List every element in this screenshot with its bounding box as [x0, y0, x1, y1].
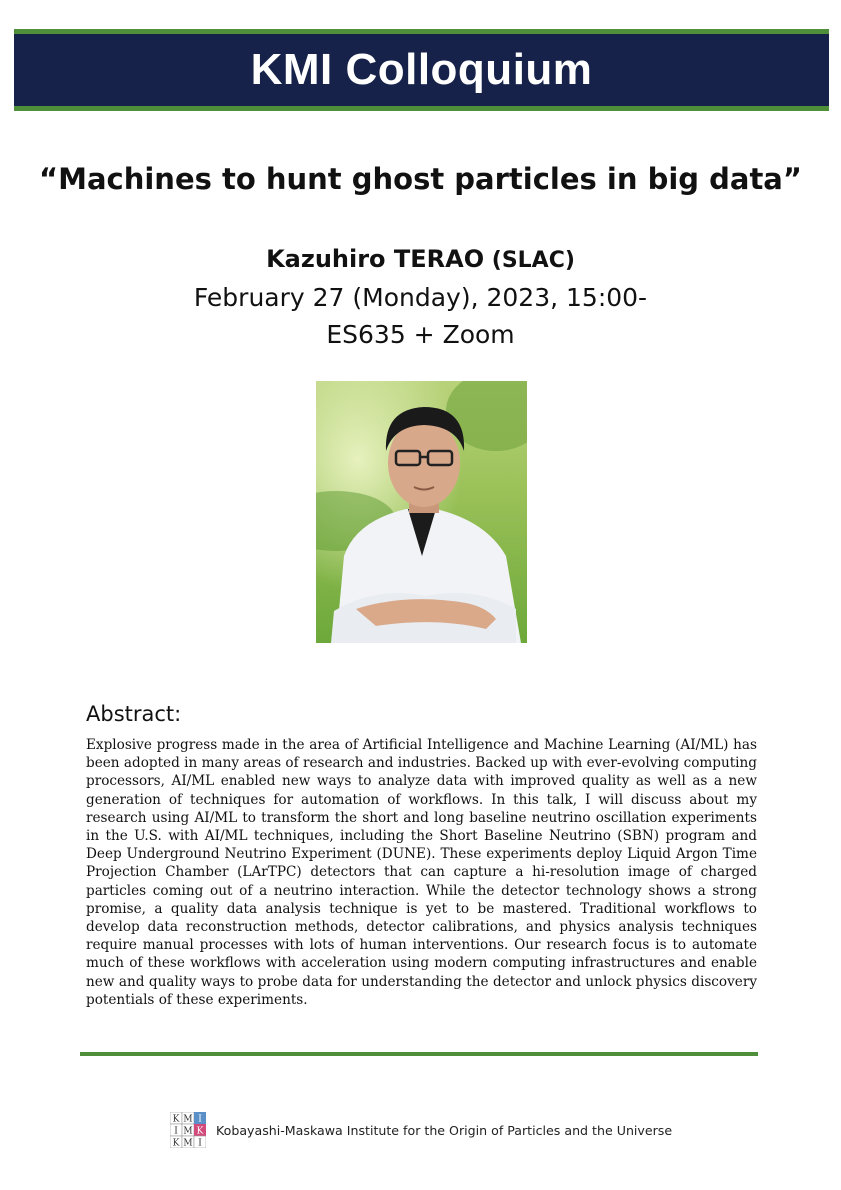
logo-letter: M [183, 1126, 193, 1137]
banner-bottom-stripe [14, 106, 829, 111]
logo-letter: M [183, 1138, 193, 1148]
logo-letter: I [174, 1126, 178, 1137]
logo-letter: M [183, 1114, 193, 1125]
venue: ES635 + Zoom [326, 320, 515, 349]
logo-letter: I [198, 1138, 202, 1148]
talk-title: “Machines to hunt ghost particles in big data” [39, 162, 802, 196]
speaker-photo [316, 381, 527, 643]
speaker-line [0, 245, 841, 273]
banner-title: KMI Colloquium [250, 45, 593, 94]
logo-letter: K [196, 1126, 204, 1137]
logo-letter: K [172, 1114, 180, 1125]
kmi-logo [170, 1112, 206, 1148]
speaker-name: Kazuhiro TERAO [266, 245, 485, 273]
header-banner [14, 34, 829, 106]
date-time: February 27 (Monday), 2023, 15:00- [193, 283, 648, 312]
abstract-body: Explosive progress made in the area of Artificial Intelligence and Machine Learning (AI/ML) has been adopted in many areas of research and industries. Backed up with ever-evolving computing processors, AI/ML enabled new ways to analyze data with improved quality as well as a new generation of techniques for automation of workflows. In this talk, I will discuss about my research using AI/ML to transform the short and long baseline neutrino oscillation experiments in the U.S. with AI/ML techniques, including the Short Baseline Neutrino (SBN) program and Deep Underground Neutrino Experiment (DUNE). These experiments deploy Liquid Argon Time Projection Chamber (LArTPC) detectors that can capture a hi-resolution image of charged particles coming out of a neutrino interaction. While the detector technology shows a strong promise, a quality data analysis technique is yet to be mastered. Traditional workflows to develop data reconstruction methods, detector calibrations, and physics analysis techniques require manual processes with lots of human interventions. Our research focus is to automate much of these workflows with acceleration using modern computing infrastructures and enable new and quality ways to probe data for understanding the detector and unlock physics discovery potentials of these experiments. [86, 737, 757, 1008]
logo-letter: K [172, 1138, 180, 1148]
logo-letter: I [198, 1114, 202, 1125]
institute-name: Kobayashi-Maskawa Institute for the Origin of Particles and the Universe [216, 1123, 673, 1138]
speaker-affiliation: (SLAC) [491, 248, 575, 273]
abstract-heading: Abstract: [86, 702, 182, 726]
section-divider [80, 1052, 758, 1056]
